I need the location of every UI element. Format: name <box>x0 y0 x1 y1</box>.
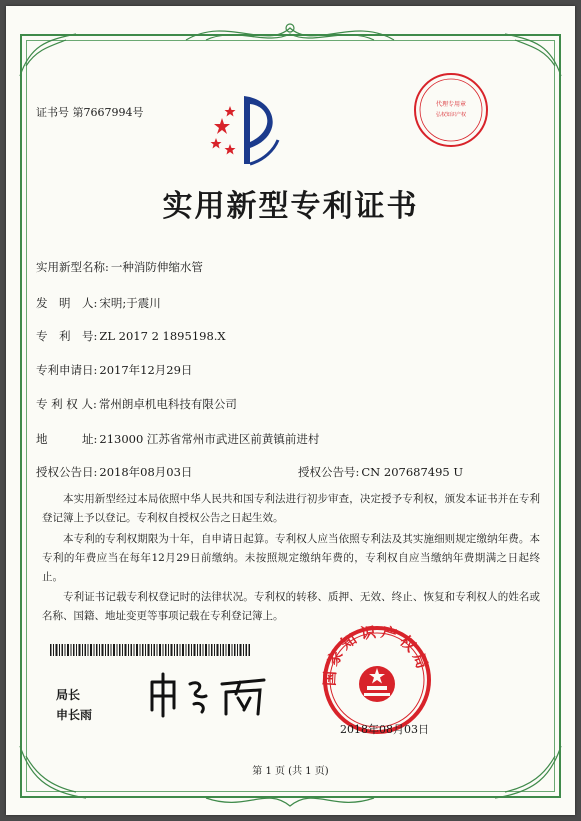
field-value: 宋明;于震川 <box>99 296 161 310</box>
field-label: 专 利 号: <box>36 329 98 343</box>
field-value: CN 207687495 U <box>361 465 464 479</box>
field-value: ZL 2017 2 1895198.X <box>99 329 226 343</box>
field-label: 发 明 人: <box>36 296 98 310</box>
field-utility-model-name <box>36 259 203 275</box>
certificate-page <box>6 6 575 815</box>
svg-text:代理专用章: 代理专用章 <box>435 101 467 108</box>
director-signature <box>146 670 276 720</box>
field-label: 授权公告日: <box>36 465 98 479</box>
field-application-date <box>36 362 192 378</box>
director-name: 申长雨 <box>56 708 93 722</box>
field-label: 专 利 权 人: <box>36 397 97 411</box>
field-patent-number <box>36 328 226 344</box>
field-patentee <box>36 396 237 412</box>
svg-text:国家知识产权局 <box>321 622 433 686</box>
field-value: 常州朗卓机电科技有限公司 <box>98 397 237 411</box>
field-value: 2017年12月29日 <box>99 363 193 377</box>
field-value: 2018年08月03日 <box>99 465 193 479</box>
seal-text: 国家知识产权局 <box>320 622 433 687</box>
certificate-title: 实用新型专利证书 <box>162 189 419 224</box>
svg-text:弘权知识产权: 弘权知识产权 <box>435 112 467 118</box>
field-label: 专利申请日: <box>36 363 98 377</box>
field-value: 213000 江苏省常州市武进区前黄镇前进村 <box>99 432 320 446</box>
cnipa-logo-icon <box>204 90 284 170</box>
field-grant-number <box>298 464 463 480</box>
certificate-number-label: 证书号 <box>36 106 69 119</box>
paragraph-term: 本专利的专利权期限为十年，自申请日起算。专利权人应当依照专利法及其实施细则规定缴纳年费。本专利的年费应当在每年12月29日前缴纳。未按照规定缴纳年费的，专利权自应当缴纳年费期满之日起终止。 <box>42 533 540 583</box>
field-label: 实用新型名称: <box>36 260 109 274</box>
field-grant-date <box>36 464 192 480</box>
paragraph-legal-status: 专利证书记载专利权登记时的法律状况。专利权的转移、质押、无效、终止、恢复和专利权人的姓名或名称、国籍、地址变更等事项记载在专利登记簿上。 <box>42 591 540 622</box>
page-number: 第 1 页 (共 1 页) <box>252 766 329 777</box>
paragraph-grant: 本实用新型经过本局依照中华人民共和国专利法进行初步审查，决定授予专利权，颁发本证书并在专利登记簿上予以登记。专利权自授权公告之日起生效。 <box>42 493 540 524</box>
barcode <box>50 644 250 656</box>
director-title: 局长 <box>56 688 81 702</box>
field-label: 地 址: <box>36 432 98 446</box>
field-label: 授权公告号: <box>298 465 360 479</box>
field-address <box>36 431 319 447</box>
seal-date: 2018年08月03日 <box>340 723 429 736</box>
agency-stamp-icon <box>411 70 491 150</box>
seal-text-ring <box>312 622 442 737</box>
certificate-number <box>36 104 144 120</box>
field-value: 一种消防伸缩水管 <box>110 260 203 274</box>
field-inventors <box>36 295 161 311</box>
certificate-number-value: 第7667994号 <box>72 106 144 119</box>
